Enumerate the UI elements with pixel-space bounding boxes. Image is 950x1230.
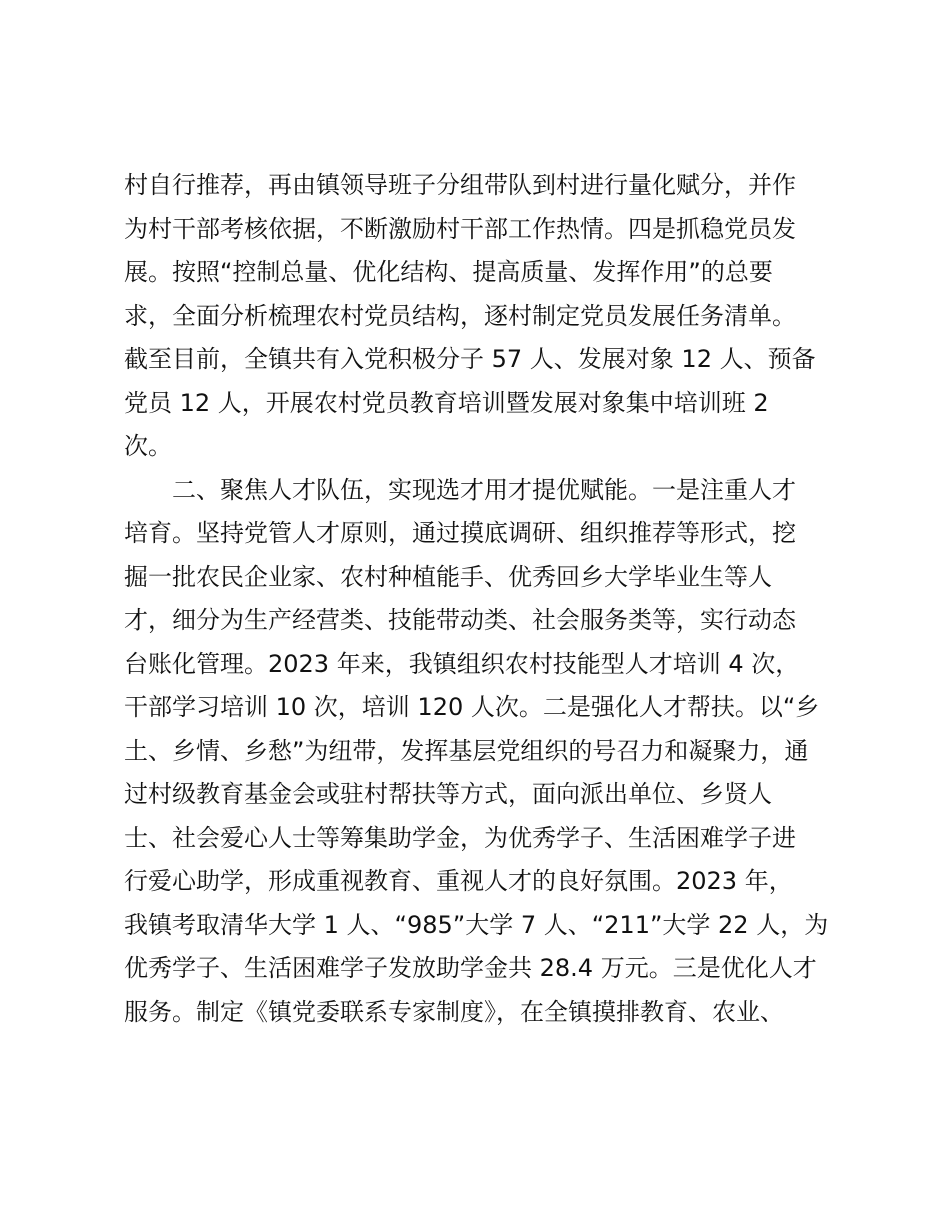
text-line: 我镇考取清华大学 1 人、“985”大学 7 人、“211”大学 22 人，为 [124, 910, 829, 939]
text-line: 截至目前，全镇共有入党积极分子 57 人、发展对象 12 人、预备 [124, 345, 816, 373]
text-line: 次。 [124, 432, 172, 460]
text-line: 才，细分为生产经营类、技能带动类、社会服务类等，实行动态 [124, 606, 796, 634]
text-line: 党员 12 人，开展农村党员教育培训暨发展对象集中培训班 2 [124, 388, 769, 417]
text-line: 土、乡情、乡愁”为纽带，发挥基层党组织的号召力和凝聚力，通 [124, 736, 809, 765]
text-line: 为村干部考核依据，不断激励村干部工作热情。四是抓稳党员发 [124, 214, 796, 243]
text-line: 村自行推荐，再由镇领导班子分组带队到村进行量化赋分，并作 [124, 171, 796, 199]
text-line: 干部学习培训 10 次，培训 120 人次。二是强化人才帮扶。以“乡 [124, 693, 820, 721]
text-line: 展。按照“控制总量、优化结构、提高质量、发挥作用”的总要 [124, 258, 773, 286]
text-line: 求，全面分析梳理农村党员结构，逐村制定党员发展任务清单。 [124, 301, 796, 330]
text-line: 过村级教育基金会或驻村帮扶等方式，面向派出单位、乡贤人 [124, 780, 772, 808]
text-line: 台账化管理。2023 年来，我镇组织农村技能型人才培训 4 次， [124, 649, 800, 678]
body-text [124, 164, 844, 1034]
text-line: 服务。制定《镇党委联系专家制度》，在全镇摸排教育、农业、 [124, 997, 784, 1026]
text-line: 掘一批农民企业家、农村种植能手、优秀回乡大学毕业生等人 [124, 562, 772, 591]
text-line: 士、社会爱心人士等筹集助学金，为优秀学子、生活困难学子进 [124, 823, 796, 852]
text-line: 行爱心助学，形成重视教育、重视人才的良好氛围。2023 年， [124, 867, 793, 895]
section-heading-line: 二、聚焦人才队伍，实现选才用才提优赋能。一是注重人才 [172, 475, 796, 504]
text-line: 培育。坚持党管人才原则，通过摸底调研、组织推荐等形式，挖 [124, 519, 796, 547]
text-line: 优秀学子、生活困难学子发放助学金共 28.4 万元。三是优化人才 [124, 954, 817, 982]
